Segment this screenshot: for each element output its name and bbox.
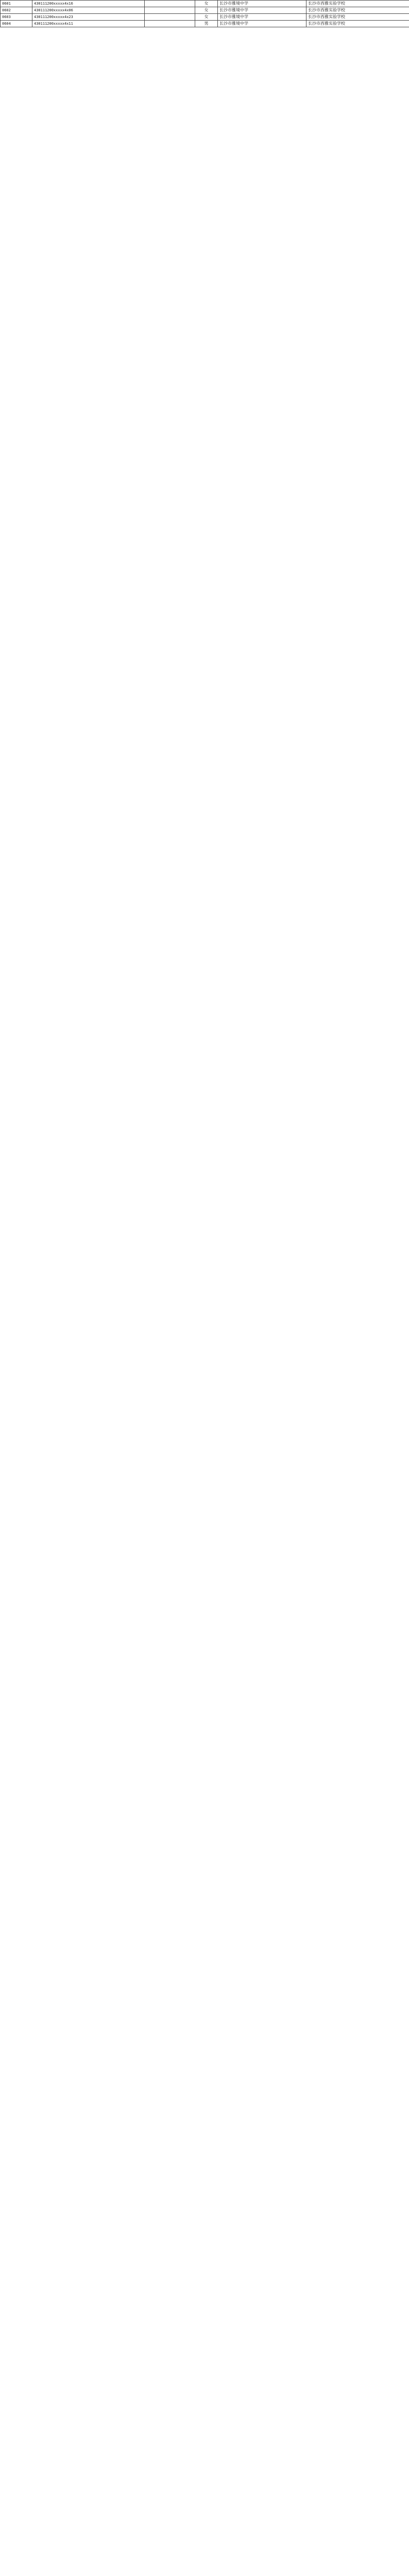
row-number-cell: 0602 — [1, 7, 32, 14]
table-row — [1, 14, 409, 21]
origin-school-cell: 长沙市雅境中学 — [218, 21, 306, 27]
roster-table-body — [1, 1, 409, 27]
gender-cell: 女 — [195, 7, 218, 14]
assigned-school-cell: 长沙市西雅实验学校 — [306, 14, 409, 21]
gender-cell: 女 — [195, 1, 218, 7]
table-row — [1, 7, 409, 14]
assigned-school-cell: 长沙市西雅实验学校 — [306, 21, 409, 27]
origin-school-cell: 长沙市雅境中学 — [218, 7, 306, 14]
origin-school-cell: 长沙市雅境中学 — [218, 14, 306, 21]
gender-cell: 男 — [195, 21, 218, 27]
table-row — [1, 1, 409, 7]
id-number-cell: 430111200xxxxx4x23 — [32, 14, 145, 21]
row-number-cell: 0603 — [1, 14, 32, 21]
id-number-cell: 430111200xxxxx4x16 — [32, 1, 145, 7]
origin-school-cell: 长沙市雅境中学 — [218, 1, 306, 7]
student-name-cell — [145, 21, 195, 27]
roster-table — [0, 0, 409, 27]
assigned-school-cell: 长沙市西雅实验学校 — [306, 1, 409, 7]
id-number-cell: 430111200xxxxx4x11 — [32, 21, 145, 27]
student-name-cell — [145, 7, 195, 14]
assigned-school-cell: 长沙市西雅实验学校 — [306, 7, 409, 14]
gender-cell: 女 — [195, 14, 218, 21]
student-name-cell — [145, 14, 195, 21]
id-number-cell: 430111200xxxxx4x06 — [32, 7, 145, 14]
row-number-cell: 0601 — [1, 1, 32, 7]
row-number-cell: 0604 — [1, 21, 32, 27]
table-row — [1, 21, 409, 27]
student-name-cell — [145, 1, 195, 7]
